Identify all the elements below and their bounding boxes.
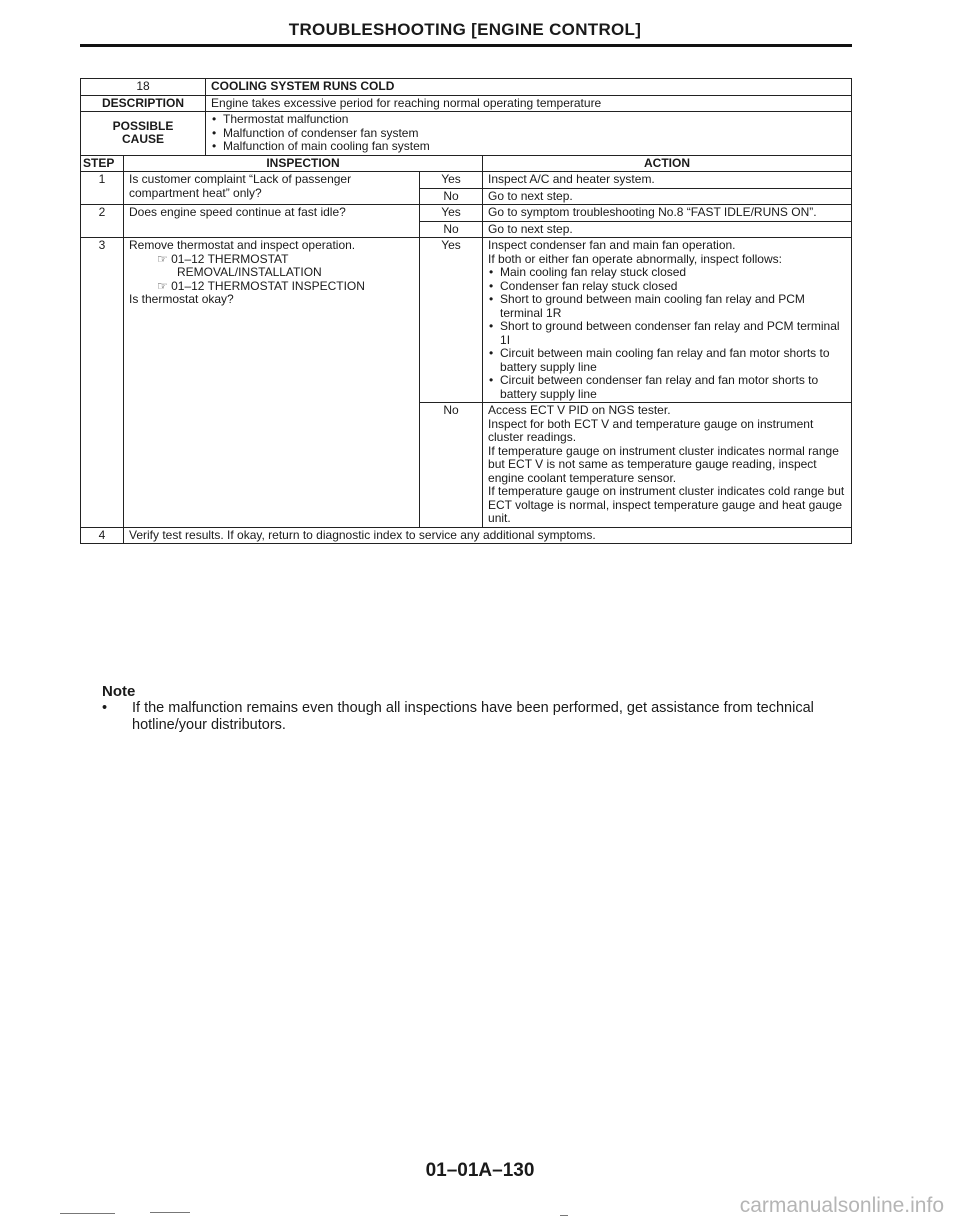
step-4-text: Verify test results. If okay, return to diagnostic index to service any additional symptoms. (124, 527, 852, 544)
step-3-no-action: Access ECT V PID on NGS tester. Inspect for both ECT V and temperature gauge on instrument cluster readings. If temperature gauge on instrument cluster indicates normal range but ECT V is not same as temperature gauge reading, inspect engine coolant temperature sensor. If temperature gauge on instrument cluster indicates cold range but ECT voltage is normal, inspect temperature gauge and heat gauge unit. (483, 403, 852, 528)
yes-label: Yes (420, 205, 483, 222)
troubleshooting-table (80, 78, 852, 544)
step-3-yes-action: Inspect condenser fan and main fan operation. If both or either fan operate abnormally, inspect follows: • Main cooling fan relay stuck closed • Condenser fan relay stuck closed • Short to ground between main cooling fan relay and PCM terminal 1R • Short to ground between condenser fan relay and PCM terminal 1I • Circuit between main cooling fan relay and fan motor shorts to battery supply line • Circuit between condenser fan relay and fan motor shorts to battery supply line (483, 238, 852, 403)
action-column-header: ACTION (483, 155, 852, 172)
possible-cause-label: POSSIBLE CAUSE (81, 112, 206, 156)
step-3-yes-row (81, 238, 852, 403)
no-label: No (420, 403, 483, 528)
cause-item: • Malfunction of condenser fan system (211, 127, 846, 141)
yes-label: Yes (420, 238, 483, 403)
check-item: • Short to ground between condenser fan relay and PCM terminal 1I (488, 320, 846, 347)
scan-mark (60, 1213, 115, 1214)
description-text: Engine takes excessive period for reaching normal operating temperature (206, 95, 852, 112)
step-2-yes-action: Go to symptom troubleshooting No.8 “FAST IDLE/RUNS ON”. (483, 205, 852, 222)
note-text: If the malfunction remains even though all inspections have been performed, get assistance from technical hotline/your distributors. (132, 700, 814, 733)
page-header: TROUBLESHOOTING [ENGINE CONTROL] (288, 20, 642, 39)
header-rule (80, 44, 852, 47)
yes-label: Yes (420, 172, 483, 189)
check-item: • Condenser fan relay stuck closed (488, 280, 846, 294)
step-number: 3 (81, 238, 124, 528)
check-item: • Main cooling fan relay stuck closed (488, 266, 846, 280)
watermark: carmanualsonline.info (739, 1194, 944, 1217)
note-bullet: • (102, 700, 108, 716)
title-row (81, 79, 852, 96)
step-4-row (81, 527, 852, 544)
column-header-row (81, 155, 852, 172)
step-2-yes-row (81, 205, 852, 222)
step-3-inspection: Remove thermostat and inspect operation. ☞ 01–12 THERMOSTAT REMOVAL/INSTALLATION ☞ 01–12 THERMOSTAT INSPECTION Is thermostat okay? (124, 238, 420, 528)
check-item: • Circuit between main cooling fan relay and fan motor shorts to battery supply line (488, 347, 846, 374)
symptom-title: COOLING SYSTEM RUNS COLD (206, 79, 852, 96)
step-1-inspection: Is customer complaint “Lack of passenger compartment heat” only? (124, 172, 420, 205)
check-item: • Circuit between condenser fan relay and fan motor shorts to battery supply line (488, 374, 846, 401)
cause-item: • Malfunction of main cooling fan system (211, 140, 846, 154)
step-number: 1 (81, 172, 124, 205)
inspection-column-header: INSPECTION (124, 155, 483, 172)
note-body (102, 700, 822, 734)
description-label: DESCRIPTION (81, 95, 206, 112)
scan-mark (560, 1215, 568, 1216)
page-number: 01–01A–130 (425, 1160, 535, 1181)
check-item: • Short to ground between main cooling fan relay and PCM terminal 1R (488, 293, 846, 320)
note-heading: Note (102, 683, 136, 700)
step-1-yes-action: Inspect A/C and heater system. (483, 172, 852, 189)
symptom-number: 18 (81, 79, 206, 96)
possible-cause-list (206, 112, 852, 156)
no-label: No (420, 188, 483, 205)
step-number: 2 (81, 205, 124, 238)
scan-mark (150, 1212, 190, 1213)
no-label: No (420, 221, 483, 238)
possible-cause-row (81, 112, 852, 156)
step-1-no-action: Go to next step. (483, 188, 852, 205)
reference-link-thermostat-inspection[interactable]: ☞ 01–12 THERMOSTAT INSPECTION (129, 280, 414, 294)
step-column-header: STEP (81, 155, 124, 172)
step-2-inspection: Does engine speed continue at fast idle? (124, 205, 420, 238)
step-2-no-action: Go to next step. (483, 221, 852, 238)
description-row (81, 95, 852, 112)
step-1-yes-row (81, 172, 852, 189)
step-number: 4 (81, 527, 124, 544)
cause-item: • Thermostat malfunction (211, 113, 846, 127)
reference-link-thermostat-removal[interactable]: ☞ 01–12 THERMOSTAT (129, 253, 414, 267)
